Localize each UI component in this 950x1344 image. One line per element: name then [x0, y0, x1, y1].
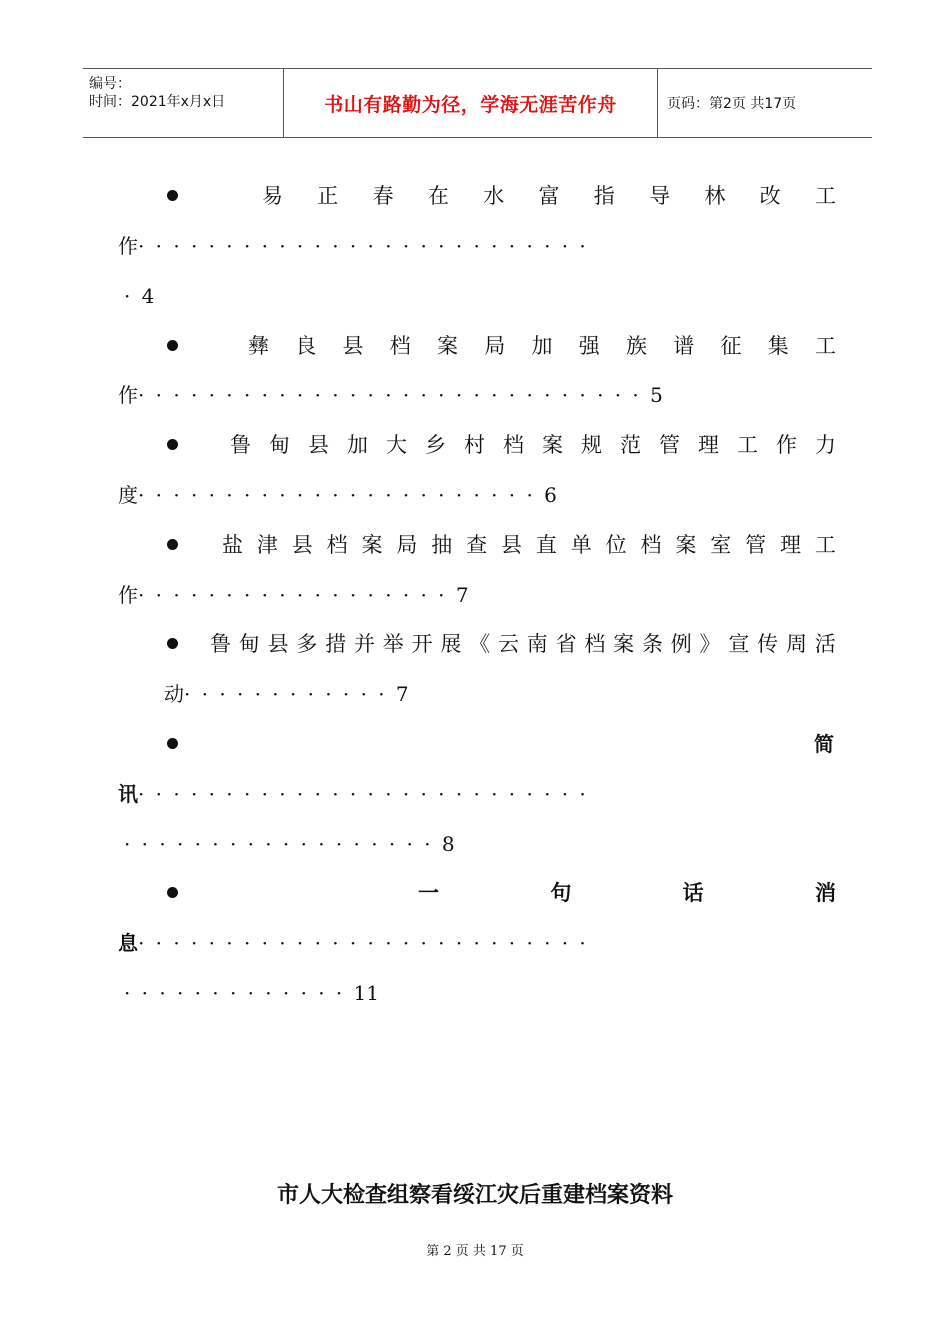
toc-entry-title: 彝 良 县 档 案 局 加 强 族 谱 征 集 工: [248, 334, 836, 358]
number-label: 编号：: [89, 76, 131, 92]
toc-entry-title: 一 句 话 消: [418, 880, 836, 905]
toc-entry-page: ·············11: [124, 981, 379, 1005]
toc-entry-leader: 动············7: [164, 682, 409, 706]
bullet-icon: [167, 539, 178, 550]
bullet-icon: [167, 190, 178, 201]
time-label: 时间：2021年x月x日: [89, 94, 226, 110]
toc-entry-title: 鲁 甸 县 多 措 并 举 开 展 《 云 南 省 档 案 条 例 》 宣 传 周 活: [210, 632, 836, 656]
header-meta: [83, 69, 283, 137]
page-header: [83, 68, 872, 138]
toc-entry-title: 鲁 甸 县 加 大 乡 村 档 案 规 范 管 理 工 作 力: [230, 433, 836, 457]
toc-entry-page: ··················8: [124, 832, 455, 856]
motto: 书山有路勤为径，学海无涯苦作舟: [324, 93, 617, 116]
bullet-icon: [167, 439, 178, 450]
toc-entry-title: 易 正 春 在 水 富 指 导 林 改 工: [262, 184, 836, 208]
toc-entry-leader: 作·····························5: [118, 383, 663, 407]
bullet-icon: [167, 340, 178, 351]
toc-entry-leader: 作··························: [118, 234, 598, 258]
page-info: 页码：第2页 共17页: [667, 96, 797, 112]
bullet-icon: [167, 887, 178, 898]
document-title: 市人大检查组察看绥江灾后重建档案资料: [276, 1182, 673, 1208]
header-page-cell: [657, 69, 872, 137]
bullet-icon: [167, 638, 178, 649]
toc-entry-page: ·4: [124, 284, 155, 308]
toc-entry-title: 盐 津 县 档 案 局 抽 查 县 直 单 位 档 案 室 管 理 工: [222, 533, 836, 557]
toc-entry-leader: 讯··························: [118, 782, 598, 806]
toc-entry-leader: 度·······················6: [118, 483, 557, 507]
page-footer: 第 2 页 共 17 页: [426, 1244, 524, 1259]
header-motto-cell: [283, 69, 658, 137]
bullet-icon: [167, 738, 178, 749]
toc-entry-leader: 作··················7: [118, 583, 469, 607]
toc-entry-title: 简: [814, 732, 834, 756]
toc-entry-leader: 息··························: [118, 931, 598, 955]
